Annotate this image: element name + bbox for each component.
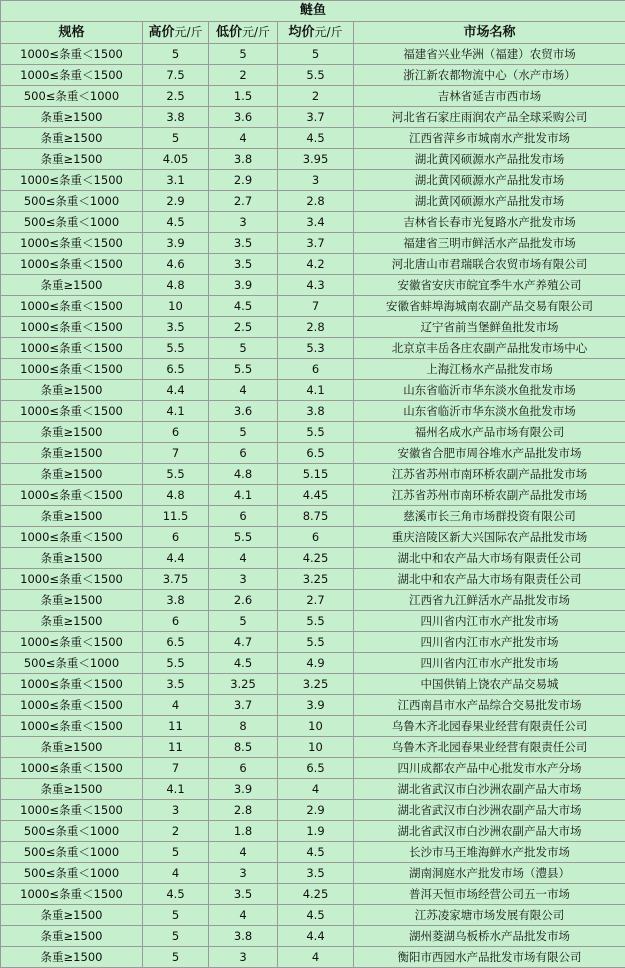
cell-avg: 2 — [278, 86, 354, 107]
cell-spec: 条重≥1500 — [1, 506, 143, 527]
cell-low: 3 — [209, 947, 278, 968]
cell-high: 5 — [143, 128, 209, 149]
cell-avg: 4.9 — [278, 653, 354, 674]
cell-market: 福建省兴业华洲（福建）农贸市场 — [354, 44, 625, 65]
cell-low: 3.5 — [209, 254, 278, 275]
table-row — [1, 632, 625, 653]
cell-avg: 4.25 — [278, 548, 354, 569]
table-row — [1, 443, 625, 464]
cell-avg: 6.5 — [278, 443, 354, 464]
table-row — [1, 380, 625, 401]
cell-low: 4 — [209, 128, 278, 149]
cell-market: 江西省萍乡市城南水产批发市场 — [354, 128, 625, 149]
cell-high: 11 — [143, 716, 209, 737]
cell-spec: 条重≥1500 — [1, 464, 143, 485]
cell-avg: 5.3 — [278, 338, 354, 359]
cell-spec: 1000≤条重＜1500 — [1, 569, 143, 590]
cell-high: 2.5 — [143, 86, 209, 107]
table-row — [1, 905, 625, 926]
cell-spec: 条重≥1500 — [1, 128, 143, 149]
table-row — [1, 590, 625, 611]
cell-low: 3.8 — [209, 149, 278, 170]
table-row — [1, 254, 625, 275]
cell-market: 湖北中和农产品大市场有限责任公司 — [354, 548, 625, 569]
cell-low: 2 — [209, 65, 278, 86]
cell-low: 4.1 — [209, 485, 278, 506]
cell-avg: 3.25 — [278, 674, 354, 695]
cell-avg: 4.5 — [278, 842, 354, 863]
cell-spec: 1000≤条重＜1500 — [1, 674, 143, 695]
cell-high: 5 — [143, 842, 209, 863]
cell-low: 2.9 — [209, 170, 278, 191]
cell-market: 北京京丰岳各庄农副产品批发市场中心 — [354, 338, 625, 359]
cell-avg: 3.5 — [278, 863, 354, 884]
cell-spec: 1000≤条重＜1500 — [1, 401, 143, 422]
cell-market: 湖南洞庭水产批发市场（澧县） — [354, 863, 625, 884]
cell-market: 四川成都农产品中心批发市水产分场 — [354, 758, 625, 779]
cell-spec: 500≤条重＜1000 — [1, 842, 143, 863]
cell-high: 3.75 — [143, 569, 209, 590]
table-row — [1, 107, 625, 128]
cell-avg: 6 — [278, 359, 354, 380]
table-title: 鲢鱼 — [1, 1, 625, 22]
header-high — [143, 22, 209, 44]
header-low — [209, 22, 278, 44]
cell-market: 山东省临沂市华东淡水鱼批发市场 — [354, 380, 625, 401]
cell-market: 山东省临沂市华东淡水鱼批发市场 — [354, 401, 625, 422]
cell-spec: 1000≤条重＜1500 — [1, 359, 143, 380]
cell-low: 3.5 — [209, 884, 278, 905]
cell-spec: 1000≤条重＜1500 — [1, 233, 143, 254]
cell-avg: 2.7 — [278, 590, 354, 611]
cell-spec: 条重≥1500 — [1, 611, 143, 632]
cell-market: 安徽省合肥市周谷堆水产品批发市场 — [354, 443, 625, 464]
cell-high: 5 — [143, 926, 209, 947]
table-row — [1, 317, 625, 338]
cell-market: 江西省九江鲜活水产品批发市场 — [354, 590, 625, 611]
cell-low: 2.8 — [209, 800, 278, 821]
table-row — [1, 212, 625, 233]
cell-market: 浙江新农都物流中心（水产市场） — [354, 65, 625, 86]
cell-high: 11.5 — [143, 506, 209, 527]
header-high-label: 高价 — [148, 25, 174, 40]
cell-spec: 500≤条重＜1000 — [1, 191, 143, 212]
cell-high: 4.8 — [143, 275, 209, 296]
cell-market: 上海江杨水产品批发市场 — [354, 359, 625, 380]
cell-market: 湖北黄冈硕源水产品批发市场 — [354, 191, 625, 212]
cell-high: 3.8 — [143, 590, 209, 611]
table-row — [1, 422, 625, 443]
cell-spec: 条重≥1500 — [1, 905, 143, 926]
cell-high: 7 — [143, 758, 209, 779]
table-row — [1, 884, 625, 905]
header-low-unit: 元/斤 — [242, 25, 270, 39]
cell-low: 3.9 — [209, 779, 278, 800]
cell-avg: 5 — [278, 44, 354, 65]
cell-high: 10 — [143, 296, 209, 317]
cell-high: 6 — [143, 527, 209, 548]
table-row — [1, 233, 625, 254]
cell-avg: 3.9 — [278, 695, 354, 716]
cell-high: 4.4 — [143, 380, 209, 401]
cell-spec: 1000≤条重＜1500 — [1, 884, 143, 905]
cell-market: 湖北黄冈硕源水产品批发市场 — [354, 170, 625, 191]
cell-market: 福州名成水产品市场有限公司 — [354, 422, 625, 443]
cell-avg: 2.9 — [278, 800, 354, 821]
cell-high: 4.5 — [143, 212, 209, 233]
cell-market: 吉林省长春市光复路水产批发市场 — [354, 212, 625, 233]
cell-low: 6 — [209, 506, 278, 527]
cell-market: 长沙市马王堆海鲜水产批发市场 — [354, 842, 625, 863]
cell-high: 6 — [143, 611, 209, 632]
cell-high: 6.5 — [143, 359, 209, 380]
cell-market: 吉林省延吉市西市场 — [354, 86, 625, 107]
cell-market: 福建省三明市鲜活水产品批发市场 — [354, 233, 625, 254]
cell-low: 3.6 — [209, 401, 278, 422]
cell-market: 河北省石家庄雨润农产品全球采购公司 — [354, 107, 625, 128]
cell-high: 2 — [143, 821, 209, 842]
cell-spec: 条重≥1500 — [1, 947, 143, 968]
cell-low: 3 — [209, 212, 278, 233]
cell-market: 江苏省苏州市南环桥农副产品批发市场 — [354, 485, 625, 506]
cell-high: 3.1 — [143, 170, 209, 191]
cell-high: 7 — [143, 443, 209, 464]
cell-avg: 4.3 — [278, 275, 354, 296]
cell-low: 8 — [209, 716, 278, 737]
cell-market: 湖北黄冈硕源水产品批发市场 — [354, 149, 625, 170]
cell-low: 4 — [209, 842, 278, 863]
cell-avg: 5.5 — [278, 422, 354, 443]
cell-high: 4.4 — [143, 548, 209, 569]
cell-market: 河北唐山市君瑞联合农贸市场有限公司 — [354, 254, 625, 275]
cell-spec: 1000≤条重＜1500 — [1, 296, 143, 317]
cell-high: 5 — [143, 44, 209, 65]
cell-high: 4 — [143, 695, 209, 716]
cell-market: 辽宁省前当堡鲜鱼批发市场 — [354, 317, 625, 338]
cell-avg: 6 — [278, 527, 354, 548]
cell-low: 5 — [209, 44, 278, 65]
table-row — [1, 485, 625, 506]
cell-low: 5.5 — [209, 527, 278, 548]
header-market — [354, 22, 625, 44]
table-row — [1, 674, 625, 695]
cell-avg: 4 — [278, 779, 354, 800]
cell-market: 湖北省武汉市白沙洲农副产品大市场 — [354, 821, 625, 842]
cell-low: 4.5 — [209, 296, 278, 317]
cell-spec: 条重≥1500 — [1, 737, 143, 758]
table-row — [1, 527, 625, 548]
cell-spec: 条重≥1500 — [1, 590, 143, 611]
cell-avg: 5.15 — [278, 464, 354, 485]
cell-low: 3.6 — [209, 107, 278, 128]
cell-market: 湖北省武汉市白沙洲农副产品大市场 — [354, 800, 625, 821]
table-row — [1, 191, 625, 212]
cell-avg: 5.5 — [278, 65, 354, 86]
cell-low: 3.8 — [209, 926, 278, 947]
table-row — [1, 506, 625, 527]
table-row — [1, 821, 625, 842]
cell-spec: 条重≥1500 — [1, 149, 143, 170]
cell-spec: 1000≤条重＜1500 — [1, 254, 143, 275]
table-row — [1, 170, 625, 191]
cell-high: 5 — [143, 947, 209, 968]
table-row — [1, 464, 625, 485]
cell-avg: 4.5 — [278, 128, 354, 149]
cell-high: 4.5 — [143, 884, 209, 905]
table-row — [1, 800, 625, 821]
cell-spec: 1000≤条重＜1500 — [1, 527, 143, 548]
cell-low: 3 — [209, 569, 278, 590]
cell-low: 4.5 — [209, 653, 278, 674]
cell-avg: 5.5 — [278, 632, 354, 653]
cell-avg: 4.25 — [278, 884, 354, 905]
table-row — [1, 737, 625, 758]
cell-market: 江西南昌市水产品综合交易批发市场 — [354, 695, 625, 716]
header-low-label: 低价 — [216, 25, 242, 40]
cell-spec: 条重≥1500 — [1, 275, 143, 296]
table-row — [1, 401, 625, 422]
cell-low: 1.5 — [209, 86, 278, 107]
cell-low: 3.25 — [209, 674, 278, 695]
cell-low: 4 — [209, 380, 278, 401]
cell-spec: 1000≤条重＜1500 — [1, 65, 143, 86]
table-row — [1, 653, 625, 674]
header-avg-label: 均价 — [288, 25, 314, 40]
table-row — [1, 569, 625, 590]
cell-spec: 1000≤条重＜1500 — [1, 317, 143, 338]
cell-high: 5 — [143, 905, 209, 926]
cell-high: 3.8 — [143, 107, 209, 128]
cell-spec: 1000≤条重＜1500 — [1, 716, 143, 737]
cell-high: 4.05 — [143, 149, 209, 170]
cell-low: 2.7 — [209, 191, 278, 212]
cell-high: 3.5 — [143, 674, 209, 695]
table-row — [1, 65, 625, 86]
cell-low: 3.9 — [209, 275, 278, 296]
cell-low: 3.7 — [209, 695, 278, 716]
cell-spec: 500≤条重＜1000 — [1, 863, 143, 884]
table-row — [1, 548, 625, 569]
cell-high: 4.8 — [143, 485, 209, 506]
cell-low: 8.5 — [209, 737, 278, 758]
cell-avg: 4 — [278, 947, 354, 968]
cell-high: 3.5 — [143, 317, 209, 338]
cell-market: 四川省内江市水产批发市场 — [354, 653, 625, 674]
cell-high: 2.9 — [143, 191, 209, 212]
cell-avg: 4.2 — [278, 254, 354, 275]
cell-high: 4.1 — [143, 401, 209, 422]
cell-high: 3.9 — [143, 233, 209, 254]
header-avg-unit: 元/斤 — [314, 25, 342, 39]
cell-high: 4.6 — [143, 254, 209, 275]
cell-market: 安徽省蚌埠海城南农副产品交易有限公司 — [354, 296, 625, 317]
cell-spec: 1000≤条重＜1500 — [1, 170, 143, 191]
cell-low: 4.7 — [209, 632, 278, 653]
cell-spec: 500≤条重＜1000 — [1, 653, 143, 674]
cell-high: 11 — [143, 737, 209, 758]
cell-avg: 5.5 — [278, 611, 354, 632]
header-market-label: 市场名称 — [464, 25, 516, 40]
cell-high: 5.5 — [143, 464, 209, 485]
cell-low: 2.6 — [209, 590, 278, 611]
cell-spec: 条重≥1500 — [1, 548, 143, 569]
cell-avg: 8.75 — [278, 506, 354, 527]
cell-low: 6 — [209, 443, 278, 464]
table-row — [1, 758, 625, 779]
cell-avg: 3.7 — [278, 233, 354, 254]
cell-high: 6 — [143, 422, 209, 443]
cell-market: 乌鲁木齐北园春果业经营有限责任公司 — [354, 737, 625, 758]
cell-low: 5 — [209, 338, 278, 359]
cell-spec: 1000≤条重＜1500 — [1, 485, 143, 506]
cell-low: 4 — [209, 905, 278, 926]
table-row — [1, 359, 625, 380]
header-spec-label: 规格 — [58, 25, 84, 40]
table-row — [1, 842, 625, 863]
title-row — [1, 1, 625, 22]
table-row — [1, 86, 625, 107]
table-row — [1, 716, 625, 737]
cell-low: 3 — [209, 863, 278, 884]
header-high-unit: 元/斤 — [174, 25, 202, 39]
cell-market: 衡阳市西园水产品批发市场有限公司 — [354, 947, 625, 968]
cell-high: 5.5 — [143, 653, 209, 674]
cell-avg: 3.4 — [278, 212, 354, 233]
cell-low: 1.8 — [209, 821, 278, 842]
table-row — [1, 863, 625, 884]
table-row — [1, 695, 625, 716]
table-row — [1, 338, 625, 359]
cell-market: 安徽省安庆市皖宜季牛水产养殖公司 — [354, 275, 625, 296]
cell-avg: 3.8 — [278, 401, 354, 422]
cell-market: 湖北中和农产品大市场有限责任公司 — [354, 569, 625, 590]
cell-high: 5.5 — [143, 338, 209, 359]
cell-spec: 1000≤条重＜1500 — [1, 758, 143, 779]
cell-spec: 1000≤条重＜1500 — [1, 632, 143, 653]
cell-high: 6.5 — [143, 632, 209, 653]
cell-avg: 6.5 — [278, 758, 354, 779]
table-row — [1, 926, 625, 947]
cell-market: 江苏省苏州市南环桥农副产品批发市场 — [354, 464, 625, 485]
cell-avg: 2.8 — [278, 317, 354, 338]
cell-spec: 1000≤条重＜1500 — [1, 44, 143, 65]
table-row — [1, 779, 625, 800]
cell-high: 4 — [143, 863, 209, 884]
cell-spec: 条重≥1500 — [1, 107, 143, 128]
cell-low: 4 — [209, 548, 278, 569]
cell-avg: 1.9 — [278, 821, 354, 842]
cell-market: 四川省内江市水产批发市场 — [354, 611, 625, 632]
cell-low: 3.5 — [209, 233, 278, 254]
cell-market: 乌鲁木齐北园春果业经营有限责任公司 — [354, 716, 625, 737]
cell-avg: 10 — [278, 737, 354, 758]
cell-low: 5 — [209, 422, 278, 443]
cell-spec: 条重≥1500 — [1, 443, 143, 464]
cell-low: 5 — [209, 611, 278, 632]
cell-avg: 3.95 — [278, 149, 354, 170]
cell-market: 中国供销上饶农产品交易城 — [354, 674, 625, 695]
cell-avg: 3.7 — [278, 107, 354, 128]
cell-market: 重庆涪陵区新大兴国际农产品批发市场 — [354, 527, 625, 548]
cell-market: 普洱天恒市场经营公司五一市场 — [354, 884, 625, 905]
cell-avg: 4.1 — [278, 380, 354, 401]
cell-spec: 条重≥1500 — [1, 779, 143, 800]
cell-market: 湖北省武汉市白沙洲农副产品大市场 — [354, 779, 625, 800]
cell-market: 四川省内江市水产批发市场 — [354, 632, 625, 653]
header-spec — [1, 22, 143, 44]
cell-market: 慈溪市长三角市场群投资有限公司 — [354, 506, 625, 527]
cell-spec: 1000≤条重＜1500 — [1, 695, 143, 716]
table-row — [1, 44, 625, 65]
table-row — [1, 275, 625, 296]
cell-avg: 4.45 — [278, 485, 354, 506]
cell-high: 4.1 — [143, 779, 209, 800]
cell-market: 江苏凌家塘市场发展有限公司 — [354, 905, 625, 926]
table-row — [1, 128, 625, 149]
cell-high: 3 — [143, 800, 209, 821]
cell-avg: 10 — [278, 716, 354, 737]
cell-avg: 4.5 — [278, 905, 354, 926]
table-row — [1, 149, 625, 170]
table-row — [1, 611, 625, 632]
cell-market: 湖州菱湖乌板桥水产品批发市场 — [354, 926, 625, 947]
header-row — [1, 22, 625, 44]
cell-spec: 条重≥1500 — [1, 380, 143, 401]
header-avg — [278, 22, 354, 44]
cell-spec: 条重≥1500 — [1, 422, 143, 443]
cell-avg: 4.4 — [278, 926, 354, 947]
cell-spec: 1000≤条重＜1500 — [1, 338, 143, 359]
cell-low: 2.5 — [209, 317, 278, 338]
cell-high: 7.5 — [143, 65, 209, 86]
cell-low: 5.5 — [209, 359, 278, 380]
cell-avg: 7 — [278, 296, 354, 317]
table-row — [1, 296, 625, 317]
table-row — [1, 947, 625, 968]
cell-spec: 条重≥1500 — [1, 926, 143, 947]
cell-spec: 500≤条重＜1000 — [1, 821, 143, 842]
cell-low: 4.8 — [209, 464, 278, 485]
cell-avg: 2.8 — [278, 191, 354, 212]
cell-low: 6 — [209, 758, 278, 779]
cell-avg: 3.25 — [278, 569, 354, 590]
cell-spec: 1000≤条重＜1500 — [1, 800, 143, 821]
cell-avg: 3 — [278, 170, 354, 191]
cell-spec: 500≤条重＜1000 — [1, 86, 143, 107]
cell-spec: 500≤条重＜1000 — [1, 212, 143, 233]
